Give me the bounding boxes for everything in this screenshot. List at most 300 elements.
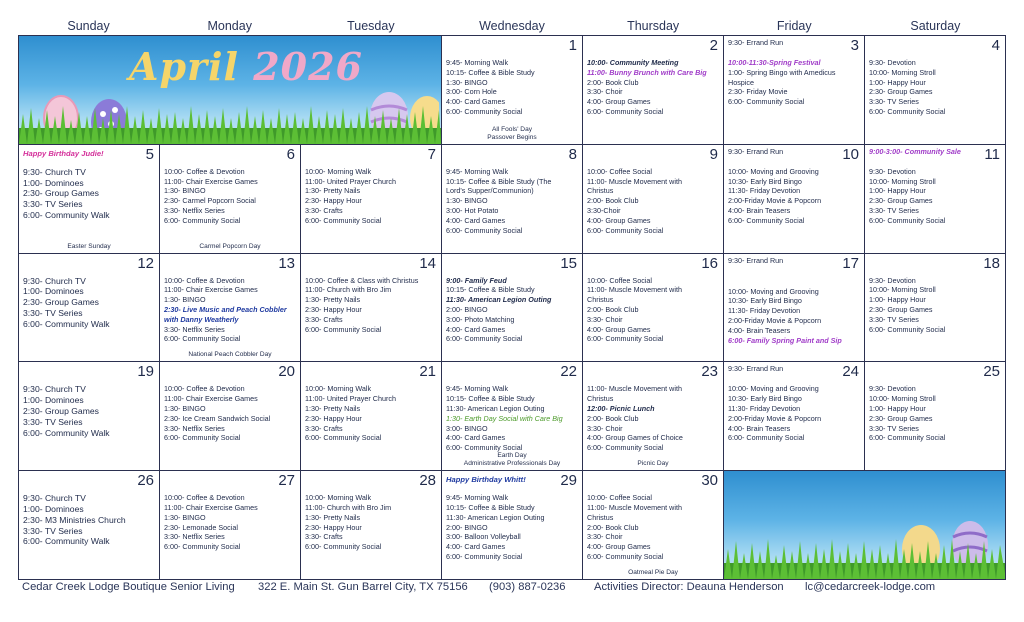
activity: 6:00- Community Social: [728, 433, 805, 443]
day-cell-5: [19, 145, 160, 254]
holiday-note: Earth Day: [497, 452, 527, 460]
activity-list: [23, 493, 155, 547]
activity: 6:00- Community Social: [869, 106, 946, 116]
day-cell-15: [442, 254, 583, 363]
activity: 4:00- Card Games: [446, 542, 506, 552]
footer-email[interactable]: lc@cedarcreek-lodge.com: [805, 581, 936, 593]
first-activity: 9:30- Errand Run: [728, 38, 784, 47]
day-number: 21: [419, 363, 436, 381]
day-number: 25: [983, 363, 1000, 381]
activity: 3:30- TV Series: [869, 314, 919, 324]
activity-list: [587, 384, 719, 453]
grass-illustration: [19, 104, 441, 144]
activity: 2:30- Lemonade Social: [164, 522, 238, 532]
activity: 10:15- Coffee & Bible Study: [446, 394, 535, 404]
day-number: 7: [427, 145, 436, 163]
activity-list: [446, 493, 578, 562]
activity: 4:00- Group Games: [587, 97, 651, 107]
activity: 11:30- American Legion Outing: [446, 512, 545, 522]
activity: 11:30- Friday Devotion: [728, 403, 801, 413]
activity: 11:00- Muscle Movement with: [587, 384, 682, 394]
activity: 10:00- Moving and Grooving: [728, 166, 819, 176]
day-cell-30: [583, 471, 724, 580]
activity: 3:00- BINGO: [446, 423, 488, 433]
day-cell-17: [724, 254, 865, 363]
day-cell-12: [19, 254, 160, 363]
activity: 6:00- Community Social: [587, 551, 664, 561]
activity: 4:00- Brain Teasers: [728, 205, 791, 215]
holiday-note: Picnic Day: [637, 460, 669, 468]
activity: 10:00- Coffee & Class with Christus: [305, 275, 419, 285]
activity: 10:00- Moving and Grooving: [728, 286, 819, 296]
activity: 1:30- BINGO: [446, 77, 488, 87]
day-number: 18: [983, 254, 1000, 272]
activity: 11:00- Chair Exercise Games: [164, 502, 258, 512]
activity: 10:30- Early Bird Bingo: [728, 296, 802, 306]
activity: 10:00- Coffee & Devotion: [164, 166, 245, 176]
holiday-note: All Fools' Day: [491, 125, 533, 133]
activity: 6:00- Community Walk: [23, 536, 110, 547]
activity-list: [23, 384, 155, 438]
day-cell-23: [583, 362, 724, 471]
activity: 2:00- BINGO: [446, 304, 488, 314]
activity: 10:00- Coffee & Devotion: [164, 384, 245, 394]
activity: 3:30- TV Series: [23, 525, 83, 536]
header-thursday: Thursday: [627, 19, 680, 33]
day-cell-24: [724, 362, 865, 471]
activity: 11:00- Muscle Movement with: [587, 285, 682, 295]
day-cell-20: [160, 362, 301, 471]
activity-list: [164, 167, 296, 226]
day-number: 29: [560, 472, 577, 490]
month-banner: [19, 36, 442, 145]
activity: 6:00- Community Social: [305, 215, 382, 225]
activity: 6:00- Community Social: [587, 334, 664, 344]
birthday-note: Happy Birthday Whitt!: [446, 475, 526, 485]
holiday-note: Carmel Popcorn Day: [199, 242, 261, 250]
activity: 11:30- Friday Devotion: [728, 306, 801, 316]
activity: 2:30- Live Music and Peach Cobbler: [164, 304, 287, 314]
activity: 3:30-Choir: [587, 205, 621, 215]
day-cell-6: [160, 145, 301, 254]
activity: 9:30- Devotion: [869, 166, 916, 176]
day-number: 26: [137, 472, 154, 490]
activity-list: [446, 384, 578, 453]
activity: 9:45- Morning Walk: [446, 384, 509, 394]
activity: 11:00- Church with Bro Jim: [305, 502, 392, 512]
activity: 1:30- Earth Day Social with Care Big: [446, 413, 563, 423]
activity: 1:30- BINGO: [164, 403, 206, 413]
grass-eggs-illustration: [724, 471, 1006, 579]
activity-list: [305, 493, 437, 552]
activity-list: [587, 58, 719, 117]
activity: 6:00- Community Social: [446, 225, 523, 235]
activity: 3:30- Netflix Series: [164, 205, 225, 215]
first-activity: 9:30- Errand Run: [728, 255, 784, 265]
activity: 10:00- Morning Walk: [305, 493, 372, 503]
activity: 9:45- Morning Walk: [446, 58, 509, 67]
day-number: 8: [568, 145, 577, 163]
activity: 6:00- Community Social: [587, 443, 664, 453]
activity: 3:30- Netflix Series: [164, 532, 225, 542]
activity: 3:30- TV Series: [23, 416, 83, 427]
activity: 3:30- Crafts: [305, 205, 343, 215]
activity: 2:30- Friday Movie: [728, 87, 788, 97]
activity-list: [728, 384, 860, 443]
header-saturday: Saturday: [910, 19, 961, 33]
day-cell-7: [301, 145, 442, 254]
activity: 10:00- Morning Stroll: [869, 285, 936, 295]
activity: 2:30- Ice Cream Sandwich Social: [164, 413, 271, 423]
activity: 3:30- Choir: [587, 314, 623, 324]
day-cell-26: [19, 471, 160, 580]
activity: Lord's Supper/Communion): [446, 186, 534, 196]
activity: 2:30- Carmel Popcorn Social: [164, 196, 256, 206]
day-number: 12: [137, 254, 154, 272]
activity-list: [728, 287, 860, 346]
day-number: 9: [709, 145, 718, 163]
activity: 6:00- Community Social: [164, 215, 241, 225]
activity: 11:30- Friday Devotion: [728, 186, 801, 196]
activity: 11:00- Chair Exercise Games: [164, 394, 258, 404]
activity: 10:00- Moving and Grooving: [728, 384, 819, 394]
activity: 6:00- Community Social: [728, 97, 805, 107]
day-number: 27: [278, 472, 295, 490]
first-activity: 9:30- Errand Run: [728, 146, 784, 156]
activity-list: [869, 58, 1001, 117]
first-activity: 9:00-3:00- Community Sale: [869, 146, 961, 156]
day-number: 15: [560, 254, 577, 272]
activity: 6:00- Community Social: [869, 433, 946, 443]
day-cell-1: [442, 36, 583, 145]
activity-list: [587, 167, 719, 236]
day-cell-21: [301, 362, 442, 471]
activity: 1:00- Dominoes: [23, 177, 84, 188]
activity: 2:30- M3 Ministries Church: [23, 514, 126, 525]
activity: 2:30- Group Games: [23, 405, 99, 416]
activity: 1:00- Happy Hour: [869, 295, 926, 305]
activity: 1:30- BINGO: [164, 186, 206, 196]
activity: 10:15- Coffee & Bible Study: [446, 67, 535, 77]
activity-list: [446, 276, 578, 345]
day-number: 1: [568, 37, 577, 54]
day-number: 30: [701, 472, 718, 490]
activity: 3:00- Hot Potato: [446, 205, 499, 215]
activity: 2:00-Friday Movie & Popcorn: [728, 196, 822, 206]
activity: 2:00- Book Club: [587, 196, 639, 206]
activity: 9:30- Devotion: [869, 384, 916, 394]
day-number: 6: [286, 145, 295, 163]
calendar-grid: [18, 35, 1006, 580]
activity: 2:00- Book Club: [587, 304, 639, 314]
activity: 10:00- Morning Stroll: [869, 176, 936, 186]
activity: 2:30- Happy Hour: [305, 522, 362, 532]
activity: 10:00- Coffee Social: [587, 493, 652, 503]
activity: 11:00- Chair Exercise Games: [164, 285, 258, 295]
activity: 6:00- Community Social: [869, 324, 946, 334]
activity: 1:00- Dominoes: [23, 503, 84, 514]
activity: 2:00-Friday Movie & Popcorn: [728, 315, 822, 325]
activity: 1:30- Pretty Nails: [305, 403, 361, 413]
activity: 10:00- Coffee Social: [587, 275, 652, 285]
activity: 10:15- Coffee & Bible Study (The: [446, 176, 552, 186]
day-cell-28: [301, 471, 442, 580]
day-number: 17: [842, 254, 859, 272]
day-number: 16: [701, 254, 718, 272]
day-number: 24: [842, 363, 859, 381]
activity: 9:30- Devotion: [869, 275, 916, 285]
activity: 10:15- Coffee & Bible Study: [446, 285, 535, 295]
activity: 6:00- Community Social: [164, 542, 241, 552]
activity: 3:30- Crafts: [305, 423, 343, 433]
activity: 11:00- Muscle Movement with: [587, 176, 682, 186]
activity: 1:30- BINGO: [164, 295, 206, 305]
activity: 10:00- Morning Walk: [305, 384, 372, 394]
holiday-note: Administrative Professionals Day: [463, 460, 561, 468]
day-cell-9: [583, 145, 724, 254]
header-friday: Friday: [776, 19, 812, 33]
easter-banner-bottom: [724, 471, 1006, 580]
activity: 11:30- American Legion Outing: [446, 403, 545, 413]
activity: 9:30- Devotion: [869, 58, 916, 67]
activity: 10:00- Community Meeting: [587, 58, 679, 67]
day-cell-18: [865, 254, 1006, 363]
activity: 2:00-Friday Movie & Popcorn: [728, 413, 822, 423]
activity: 3:30- TV Series: [869, 205, 919, 215]
activity: 6:00- Community Social: [164, 433, 241, 443]
activity: 2:30- Group Games: [869, 304, 933, 314]
activity: 1:00- Spring Bingo with Amedicus Hospice: [728, 67, 836, 87]
day-cell-3: [724, 36, 865, 145]
activity: 2:00- Book Club: [587, 522, 639, 532]
activity: 2:30- Happy Hour: [305, 304, 362, 314]
activity: 3:30- Crafts: [305, 314, 343, 324]
activity: 2:00- BINGO: [446, 522, 488, 532]
activity: 9:45- Morning Walk: [446, 493, 509, 503]
activity: 1:00- Happy Hour: [869, 403, 926, 413]
activity: 4:00- Group Games: [587, 542, 651, 552]
activity-list: [869, 167, 1001, 226]
day-cell-19: [19, 362, 160, 471]
activity: 4:00- Card Games: [446, 97, 506, 107]
holiday-note: Oatmeal Pie Day: [628, 569, 678, 576]
activity: 10:00- Coffee & Devotion: [164, 275, 245, 285]
activity: Christus: [587, 295, 614, 305]
activity: 2:30- Group Games: [23, 297, 99, 308]
day-number: 3: [850, 37, 859, 54]
activity: 4:00- Group Games of Choice: [587, 433, 683, 443]
activity-list: [305, 384, 437, 443]
activity: 6:00- Community Social: [305, 542, 382, 552]
activity: 3:30- TV Series: [23, 307, 83, 318]
activity: Christus: [587, 186, 614, 196]
activity: 6:00- Community Social: [587, 106, 664, 116]
activity: Christus: [587, 394, 614, 404]
activity-list: [869, 384, 1001, 443]
activity: 1:00- Happy Hour: [869, 186, 926, 196]
day-cell-2: [583, 36, 724, 145]
activity-list: [587, 276, 719, 345]
footer-community-name: Cedar Creek Lodge Boutique Senior Living: [22, 581, 235, 593]
activity: 10:30- Early Bird Bingo: [728, 176, 802, 186]
activity: 6:00- Community Social: [728, 215, 805, 225]
month-name: April: [129, 44, 239, 89]
activity: 11:00- Muscle Movement with: [587, 502, 682, 512]
day-number: 23: [701, 363, 718, 381]
day-number: 14: [419, 254, 436, 272]
activity: 3:00- Corn Hole: [446, 87, 497, 97]
activity: 10:00- Coffee Social: [587, 166, 652, 176]
footer: [22, 581, 1006, 595]
activity-list: [164, 493, 296, 552]
activity: 9:30- Church TV: [23, 493, 86, 504]
footer-director: Activities Director: Deauna Henderson: [594, 581, 784, 593]
activity: 11:00- Chair Exercise Games: [164, 176, 258, 186]
activity-list: [728, 58, 860, 107]
activity: 9:30- Church TV: [23, 275, 86, 286]
activity: 11:00- United Prayer Church: [305, 394, 396, 404]
activity: 6:00- Community Social: [446, 334, 523, 344]
activity: 6:00- Community Social: [164, 334, 241, 344]
day-number: 4: [991, 37, 1000, 54]
activity: 4:00- Card Games: [446, 433, 506, 443]
activity-list: [305, 167, 437, 226]
day-number: 13: [278, 254, 295, 272]
activity: 4:00- Brain Teasers: [728, 423, 791, 433]
day-number: 2: [709, 37, 718, 54]
holiday-note: Easter Sunday: [67, 242, 111, 250]
activity: 1:00- Dominoes: [23, 395, 84, 406]
activity-list: [305, 276, 437, 335]
activity-list: [446, 58, 578, 117]
activity: 2:30- Group Games: [869, 413, 933, 423]
activity: 1:30- BINGO: [164, 512, 206, 522]
day-number: 28: [419, 472, 436, 490]
activity: 3:30- Netflix Series: [164, 324, 225, 334]
header-wednesday: Wednesday: [479, 19, 545, 33]
activity: 6:00- Community Social: [446, 551, 523, 561]
activity: 3:30- Choir: [587, 87, 623, 97]
month-title: [129, 44, 363, 89]
day-cell-16: [583, 254, 724, 363]
activity: 3:30- TV Series: [869, 423, 919, 433]
activity: 4:00- Card Games: [446, 215, 506, 225]
activity: 6:00- Community Social: [446, 443, 523, 453]
activity: 2:30- Happy Hour: [305, 196, 362, 206]
activity-list: [728, 167, 860, 226]
header-monday: Monday: [207, 19, 252, 33]
day-number: 20: [278, 363, 295, 381]
day-cell-8: [442, 145, 583, 254]
day-number: 19: [137, 363, 154, 381]
activity: 3:30- Netflix Series: [164, 423, 225, 433]
activity: 2:30- Group Games: [869, 196, 933, 206]
month-year: 2026: [253, 44, 363, 89]
day-cell-29: [442, 471, 583, 580]
activity: 3:30- Choir: [587, 423, 623, 433]
activity-list: [587, 493, 719, 562]
day-number: 11: [984, 145, 1000, 163]
activity: 10:00- Morning Stroll: [869, 394, 936, 404]
activity: 6:00- Family Spring Paint and Sip: [728, 335, 842, 345]
activity: 3:30- TV Series: [23, 199, 83, 210]
activity: 3:00- Photo Matching: [446, 314, 515, 324]
activity-list: [164, 276, 296, 345]
footer-phone: (903) 887-0236: [489, 581, 566, 593]
day-number: 22: [560, 363, 577, 381]
activity: 9:30- Church TV: [23, 166, 86, 177]
header-sunday: Sunday: [67, 19, 110, 33]
activity: 9:45- Morning Walk: [446, 166, 509, 176]
activity: 6:00- Community Walk: [23, 427, 110, 438]
activity: 1:30- Pretty Nails: [305, 295, 361, 305]
activity: 10:00-11:30-Spring Festival: [728, 58, 821, 67]
activity: 11:30- American Legion Outing: [446, 295, 552, 305]
day-number: 10: [842, 145, 859, 163]
activity: 6:00- Community Walk: [23, 318, 110, 329]
day-cell-11: [865, 145, 1006, 254]
activity: 2:30- Group Games: [23, 188, 99, 199]
activity: 1:30- Pretty Nails: [305, 512, 361, 522]
activity-list: [446, 167, 578, 236]
activity: 3:30- Choir: [587, 532, 623, 542]
activity-list: [23, 167, 155, 221]
activity: 2:00- Book Club: [587, 413, 639, 423]
activity: 3:30- Crafts: [305, 532, 343, 542]
activity: 10:00- Morning Walk: [305, 166, 372, 176]
header-tuesday: Tuesday: [347, 19, 395, 33]
activity: 2:30- Group Games: [869, 87, 933, 97]
holiday-note: Passover Begins: [487, 133, 537, 141]
activity: 6:00- Community Social: [446, 106, 523, 116]
birthday-note: Happy Birthday Judie!: [23, 148, 104, 158]
activity: Christus: [587, 512, 614, 522]
activity: 1:30- Pretty Nails: [305, 186, 361, 196]
first-activity: 9:30- Errand Run: [728, 364, 784, 374]
activity: 4:00- Group Games: [587, 324, 651, 334]
holiday-note: National Peach Cobbler Day: [188, 351, 272, 359]
activity: 4:00- Group Games: [587, 215, 651, 225]
day-cell-10: [724, 145, 865, 254]
day-cell-22: [442, 362, 583, 471]
activity: 1:00- Happy Hour: [869, 77, 926, 87]
activity: 1:30- BINGO: [446, 196, 488, 206]
day-cell-25: [865, 362, 1006, 471]
footer-address: 322 E. Main St. Gun Barrel City, TX 75156: [258, 581, 468, 593]
day-number: 5: [145, 145, 154, 163]
activity: 9:00- Family Feud: [446, 275, 507, 285]
activity: 12:00- Picnic Lunch: [587, 403, 655, 413]
activity-list: [869, 276, 1001, 335]
activity: 11:00- Church with Bro Jim: [305, 285, 392, 295]
activity: 3:30- TV Series: [869, 97, 919, 107]
activity-list: [164, 384, 296, 443]
activity: 10:15- Coffee & Bible Study: [446, 502, 535, 512]
activity: 3:00- Balloon Volleyball: [446, 532, 521, 542]
activity: 11:00- Bunny Brunch with Care Big: [587, 67, 707, 77]
activity: 4:00- Brain Teasers: [728, 325, 791, 335]
activity: 10:00- Coffee & Devotion: [164, 493, 245, 503]
activity: 10:00- Morning Stroll: [869, 67, 936, 77]
activity-list: [23, 276, 155, 330]
day-cell-4: [865, 36, 1006, 145]
activity: 1:00- Dominoes: [23, 286, 84, 297]
activity: 9:30- Church TV: [23, 384, 86, 395]
activity: 10:30- Early Bird Bingo: [728, 394, 802, 404]
activity: 4:00- Card Games: [446, 324, 506, 334]
activity: 6:00- Community Social: [305, 433, 382, 443]
activity: 2:00- Book Club: [587, 77, 639, 87]
